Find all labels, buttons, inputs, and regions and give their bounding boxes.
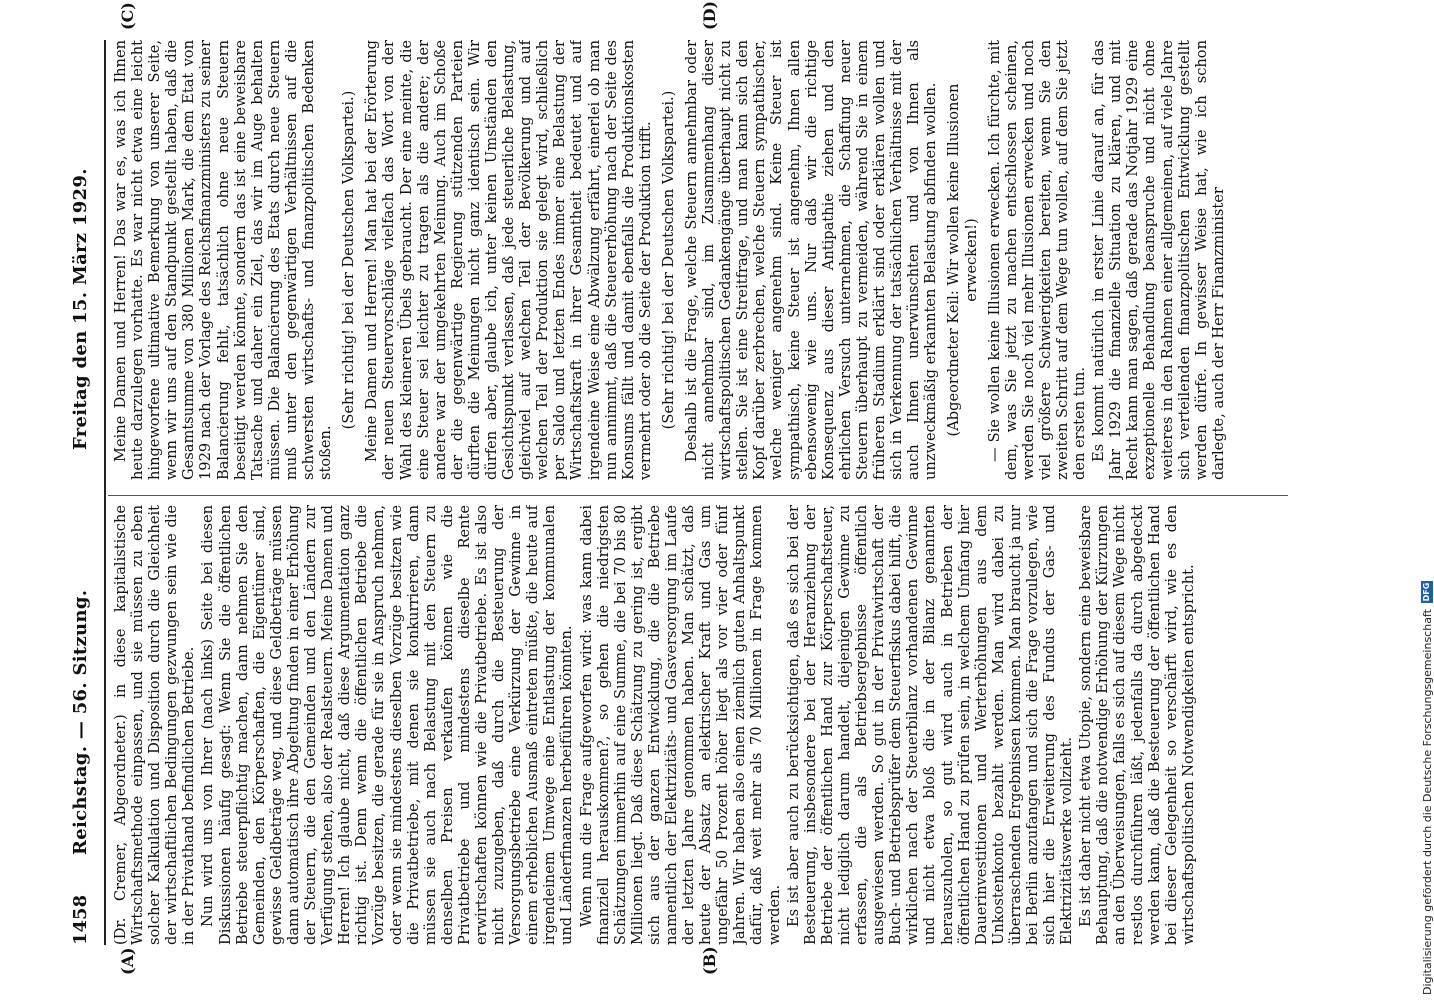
paragraph: Meine Damen und Herren! Man hat bei der Erörterung der neuen Steuervorschläge vielfach das Wort von der Wahl des kleineren Übels gebraucht. Der eine meinte, die eine Steuer sei leichter zu tragen als die andere; der andere war der umgekehrten Meinung. Auch im Schoße der die gegenwärtige Regierung stützenden Parteien dürften die Meinungen nicht ganz identisch sein. Wir dürfen aber, glaube ich, unter keinen Umständen den Gesichtspunkt verlassen, daß jede steuerliche Belastung, gleichviel auf welchen Teil der Bevölkerung und auf welchen Teil der Produktion sie gelegt wird, schließlich per Saldo und letzten Endes immer eine Belastung der Wirtschaftskraft in ihrer Gesamtheit bedeutet und auf irgendeine Weise eine Abwälzung erfährt, einerlei ob man nun annimmt, daß die Steuererhöhung nach der Seite des Konsums fällt und damit ebenfalls die Produktionskosten vermehrt oder ob die Seite der Produktion trifft. bbox=[363, 40, 654, 480]
margin-letter-c: (C) bbox=[118, 2, 137, 30]
paragraph: — Sie wollen keine Illusionen erwecken. Ich fürchte, mit dem, was Sie jetzt zu machen entschlossen scheinen, werden Sie noch viel mehr Illusionen erwecken und noch viel größere Schwierigkeiten bereiten, wenn Sie den zweiten Schritt auf dem Wege tun wollen, auf dem Sie jetzt den ersten tun. bbox=[985, 40, 1089, 480]
paragraph: Nun wird uns von Ihrer (nach links) Seite bei diesen Diskussionen häufig gesagt: Wenn Sie die öffentlichen Betriebe steuerpflichtig machen, dann nehmen Sie den Gemeinden, den Körperschaften, die Eigentümer sind, gewisse Geldbeträge weg, und diese Geldbeträge müssen dann automatisch ihre Abgeltung finden in einer Erhöhung der Steuern, die den Gemeinden und den Ländern zur Verfügung stehen, also der Realsteuern. Meine Damen und Herren! Ich glaube nicht, daß diese Argumentation ganz richtig ist. Denn wenn die öffentlichen Betriebe die Vorzüge besitzen, die gerade für sie in Anspruch nehmen, oder wenn sie mindestens dieselben Vorzüge besitzen wie die Privatbetriebe, mit denen sie konkurrieren, dann müssen sie auch nach Belastung mit den Steuern zu denselben Preisen verkaufen können wie die Privatbetriebe und mindestens dieselbe Rente erwirtschaften können wie die Privatbetriebe. Es ist also nicht zuzugeben, daß durch die Besteuerung der Versorgungsbetriebe eine Verkürzung der Gewinne in einem erheblichen Ausmaß eintreten müßte, die heute auf irgendeinem Umwege eine Entlastung der kommunalen und Länderfinanzen herbeiführen könnten. bbox=[199, 505, 576, 945]
credit-text: Digitalisierung gefördert durch die Deutsche Forschungsgemeinschaft bbox=[1420, 609, 1434, 995]
paragraph: Wenn nun die Frage aufgeworfen wird: was kann dabei finanziell herauskommen?, so gehen die niedrigsten Schätzungen immerhin auf eine Summe, die bei 70 bis 80 Millionen liegt. Daß diese Schätzung zu gering ist, ergibt sich aus der ganzen Entwicklung, die die Betriebe namentlich der Elektrizitäts- und Gasversorgung im Laufe der letzten Jahre genommen haben. Man schätzt, daß heute der Absatz an elektrischer Kraft und Gas um ungefähr 50 Prozent höher liegt als vor vier oder fünf Jahren. Wir haben also einen ziemlich guten Anhaltspunkt dafür, daß weit mehr als 70 Millionen in Frage kommen werden. bbox=[577, 505, 783, 945]
header-rule bbox=[104, 40, 106, 945]
interjection: (Sehr richtig! bei der Deutschen Volkspartei.) bbox=[340, 90, 358, 430]
margin-letter-b: (B) bbox=[700, 946, 719, 975]
paragraph: (Dr. Cremer, Abgeordneter.) in diese kapitalistische Wirtschaftsmethode einpassen, und sie müssen zu eben solcher Kalkulation und Disposition durch die Gleichheit der wirtschaftlichen Bedingungen gezwungen sein wie die in der Privathand befindlichen Betriebe. bbox=[112, 505, 198, 945]
paragraph: Deshalb ist die Frage, welche Steuern annehmbar oder nicht annehmbar sind, im Zusammenhang dieser wirtschaftspolitischen Gedankengänge überhaupt nicht zu stellen. Sie ist eine Streitfrage, und man kann sich den Kopf darüber zerbrechen, welche Steuern sympathischer, welche weniger angenehm sind. Keine Steuer ist sympathisch, keine Steuer ist angenehm, Ihnen allen ebensowenig wie uns. Nur daß wir die richtige Konsequenz aus dieser Antipathie ziehen und den ehrlichen Versuch unternehmen, die Schaffung neuer Steuern überhaupt zu vermeiden, während Sie in einem früheren Stadium erklärt sind oder erklären wollen und sich in Verkennung der tatsächlichen Verhältnisse mit der auch Ihnen unerwünschten und von Ihnen als unzweckmäßig erkannten Belastung abfinden wollen. bbox=[683, 40, 940, 480]
interjection: (Sehr richtig! bei der Deutschen Volkspartei.) bbox=[659, 90, 677, 430]
right-column bbox=[112, 40, 1292, 480]
paragraph: Es ist aber auch zu berücksichtigen, daß es sich bei der Besteuerung, insbesondere bei der Heranziehung der Betriebe der öffentlichen Hand zur Körperschaftsteuer, nicht lediglich darum handelt, diejenigen Gewinne zu erfassen, die als Betriebsergebnisse öffentlich ausgewiesen werden. So gut in der Privatwirtschaft der Buch- und Betriebsprüfer dem Steuerfiskus dabei hilft, die wirklichen nach der Steuerbilanz vorhandenen Gewinne und nicht etwa bloß die in der Bilanz genannten herauszuholen, so gut wird auch in Betrieben der öffentlichen Hand zu prüfen sein, in welchem Umfang hier Dauerinvestitionen und Werterhöhungen aus dem Unkostenkonto bezahlt werden. Man wird dabei zu überraschenden Ergebnissen kommen. Man braucht ja nur bei Berlin anzufangen und sich die Frage vorzulegen, wie sich hier die Erweiterung des Fundus der Gas- und Elektrizitätswerke vollzieht. bbox=[784, 505, 1076, 945]
dfg-logo-icon: DFG bbox=[1422, 582, 1431, 602]
margin-letter-a: (A) bbox=[118, 947, 137, 975]
session-title: Reichstag. — 56. Sitzung. bbox=[70, 589, 91, 855]
paragraph: Meine Damen und Herren! Das war es, was ich Ihnen heute darzulegen vorhatte. Es war nicht etwa eine leicht hingeworfene ultimative Bemerkung von unserer Seite, wenn wir uns auf den Standpunkt gestellt haben, daß die Gesamtsumme von 380 Millionen Mark, die dem Etat von 1929 nach der Vorlage des Reichsfinanzministers zu seiner Balancierung fehlt, tatsächlich ohne neue Steuern beseitigt werden könnte, sondern das ist eine beweisbare Tatsache und daher ein Ziel, das wir im Auge behalten müssen. Die Balancierung des Etats durch neue Steuern muß unter den gegenwärtigen Verhältnissen auf die schwersten wirtschafts- und finanzpolitischen Bedenken stoßen. bbox=[112, 40, 335, 480]
paragraph: Es ist daher nicht etwa Utopie, sondern eine beweisbare Behauptung, daß die notwendige Erhöhung der Kürzungen an den Überweisungen, falls es sich auf diesem Wege nicht restlos durchführen läßt, jedenfalls da durch abgedeckt werden kann, daß die Besteuerung der öffentlichen Hand bei dieser Gelegenheit so verschärft wird, wie es den wirtschaftspolitischen Notwendigkeiten entspricht. bbox=[1077, 505, 1197, 945]
column-divider bbox=[108, 495, 1288, 496]
left-column bbox=[112, 505, 1292, 945]
document-page bbox=[60, 0, 1360, 985]
digitization-credit bbox=[1418, 5, 1434, 995]
margin-letter-d: (D) bbox=[700, 0, 719, 30]
interjection: (Abgeordneter Keil: Wir wollen keine Illusionen erwecken!) bbox=[945, 83, 980, 437]
session-date: Freitag den 15. März 1929. bbox=[70, 168, 91, 450]
page-number: 1458 bbox=[70, 894, 91, 945]
page-header bbox=[60, 40, 100, 945]
paragraph: Es kommt natürlich in erster Linie darauf an, für das Jahr 1929 die finanzielle Situation zu klären, und mit Recht kann man sagen, daß gerade das Notjahr 1929 eine exzeptionelle Behandlung beanspruche und nicht ohne weiteres in den Rahmen einer allgemeinen, auf viele Jahre sich verteilenden finanzpolitischen Entwicklung gestellt werden dürfe. In gewisser Weise hat, wie ich schon darlegte, auch der Herr Finanzminister bbox=[1090, 40, 1227, 480]
